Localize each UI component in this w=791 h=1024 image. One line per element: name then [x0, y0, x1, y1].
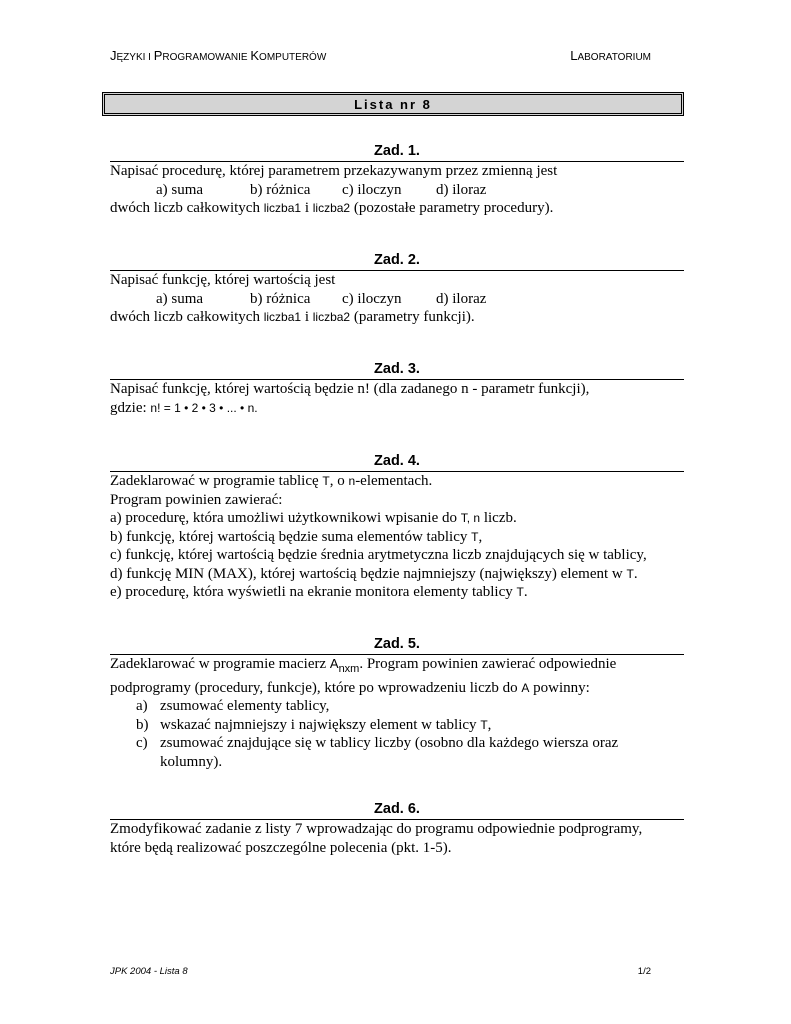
subtask-list	[110, 697, 684, 771]
task-text: Napisać funkcję, której wartością jest	[110, 272, 336, 288]
task-text: Napisać procedurę, której parametrem przekazywanym przez zmienną jest	[110, 163, 558, 179]
list-item: c) funkcję, której wartością będzie średnia arytmetyczna liczb znajdujących się w tablicy,	[110, 547, 647, 563]
task-title: Zad. 6.	[110, 800, 684, 820]
option-b: b) różnica	[250, 290, 311, 307]
task-2	[110, 251, 684, 327]
task-1	[110, 142, 684, 218]
task-4	[110, 452, 684, 602]
list-item: a) procedurę, która umożliwi użytkownikowi wpisanie do T, n liczb.	[110, 510, 517, 526]
task-title: Zad. 1.	[110, 142, 684, 162]
task-text: Zadeklarować w programie macierz $A_{nxm}$. Program powinien zawierać odpowiednie	[110, 656, 617, 675]
task-text: Zadeklarować w programie tablicę T, o n-elementach.	[110, 473, 433, 489]
code-term: liczba1	[263, 201, 302, 215]
task-text: dwóch liczb całkowitych liczba1 i liczba2 (parametry funkcji).	[110, 309, 475, 325]
list-item: d) funkcję MIN (MAX), której wartością będzie najmniejszy (największy) element w T.	[110, 565, 638, 582]
task-text: gdzie: n! = 1 • 2 • 3 • ... • n.	[110, 399, 258, 416]
list-item: a) zsumować elementy tablicy,	[136, 698, 330, 714]
option-list	[110, 181, 684, 200]
list-item: c) zsumować znajdujące się w tablicy liczby (osobno dla każdego wiersza oraz kolumny).	[136, 735, 619, 770]
list-item: b) funkcję, której wartością będzie suma elementów tablicy T,	[110, 528, 483, 545]
task-text: podprogramy (procedury, funkcje), które po wprowadzeniu liczb do A powinny:	[110, 679, 590, 696]
task-text: które będą realizować poszczególne polecenia (pkt. 1-5).	[110, 839, 452, 856]
list-item: b) wskazać najmniejszy i największy element w tablicy T,	[136, 716, 492, 733]
code-term: liczba2	[312, 310, 351, 324]
course-title: JĘZYKI I PROGRAMOWANIE KOMPUTERÓW	[110, 48, 327, 63]
matrix-name: A	[329, 656, 339, 671]
list-title-box	[102, 92, 684, 116]
page-footer	[110, 966, 651, 977]
task-title: Zad. 5.	[110, 635, 684, 655]
factorial-formula: n! = 1 • 2 • 3 • ... • n.	[150, 400, 258, 415]
option-a: a) suma	[156, 181, 204, 198]
option-b: b) różnica	[250, 181, 311, 198]
list-title: Lista nr 8	[354, 97, 432, 112]
matrix-dims: nxm	[338, 663, 360, 675]
code-term: liczba1	[263, 310, 302, 324]
page-number: 1/2	[637, 966, 651, 977]
footer-label: JPK 2004 - Lista 8	[110, 966, 188, 977]
option-c: c) iloczyn	[342, 290, 402, 307]
task-title: Zad. 3.	[110, 360, 684, 380]
task-text: Napisać funkcję, której wartością będzie n! (dla zadanego n - parametr funkcji),	[110, 381, 590, 397]
task-title: Zad. 4.	[110, 452, 684, 472]
list-item: e) procedurę, która wyświetli na ekranie monitora elementy tablicy T.	[110, 584, 528, 600]
task-text: Zmodyfikować zadanie z listy 7 wprowadzając do programu odpowiednie podprogramy,	[110, 821, 643, 837]
option-a: a) suma	[156, 290, 204, 307]
task-3	[110, 360, 684, 417]
option-d: d) iloraz	[436, 290, 487, 307]
option-d: d) iloraz	[436, 181, 487, 198]
option-list	[110, 290, 684, 309]
lab-label: LABORATORIUM	[570, 48, 651, 63]
task-text: Program powinien zawierać:	[110, 491, 283, 508]
code-term: liczba2	[312, 201, 351, 215]
task-text: dwóch liczb całkowitych liczba1 i liczba2 (pozostałe parametry procedury).	[110, 200, 554, 216]
option-c: c) iloczyn	[342, 181, 402, 198]
task-6	[110, 800, 684, 857]
task-title: Zad. 2.	[110, 251, 684, 271]
task-5	[110, 635, 684, 771]
